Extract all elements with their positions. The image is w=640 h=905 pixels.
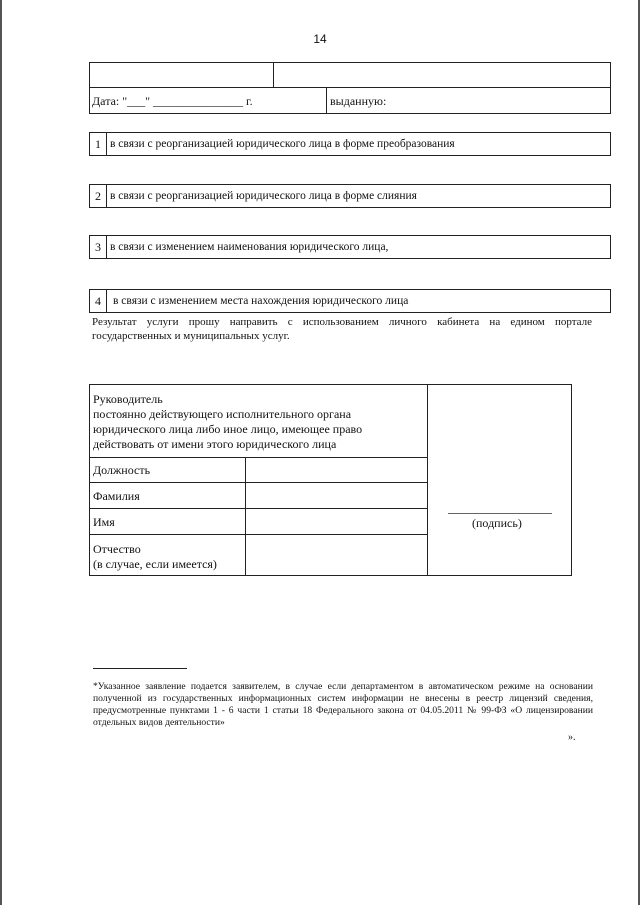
head-title-line: постоянно действующего исполнительного органа bbox=[93, 407, 352, 421]
table-divider bbox=[326, 87, 327, 113]
option-row-1[interactable] bbox=[89, 132, 611, 156]
name-field[interactable] bbox=[246, 509, 427, 534]
footnote-separator bbox=[93, 668, 187, 669]
head-title-line: действовать от имени этого юридического лица bbox=[93, 437, 337, 451]
option-number: 4 bbox=[90, 290, 107, 312]
page-edge-left bbox=[0, 0, 2, 905]
table-divider bbox=[427, 385, 428, 575]
position-field[interactable] bbox=[246, 458, 427, 482]
issued-label: выданную: bbox=[330, 94, 387, 108]
option-row-3[interactable] bbox=[89, 235, 611, 259]
option-number: 1 bbox=[90, 133, 107, 155]
surname-field[interactable] bbox=[246, 483, 427, 508]
footnote-closing: ». bbox=[568, 732, 576, 743]
table-divider bbox=[273, 63, 274, 87]
option-text: в связи с изменением места нахождения юридического лица bbox=[113, 295, 409, 307]
surname-label: Фамилия bbox=[93, 489, 140, 503]
patronymic-label: Отчество bbox=[93, 542, 141, 556]
option-number: 2 bbox=[90, 185, 107, 207]
head-title-line: юридического лица либо иное лицо, имеющее право bbox=[93, 422, 363, 436]
signature-label: (подпись) bbox=[472, 516, 522, 530]
signature-line[interactable] bbox=[448, 513, 552, 514]
option-text: в связи с изменением наименования юридического лица, bbox=[110, 241, 389, 253]
result-delivery-text: Результат услуги прошу направить с использованием личного кабинета на едином портале государственных и муниципальных услуг. bbox=[92, 316, 592, 342]
table-divider bbox=[90, 87, 610, 88]
option-row-4[interactable] bbox=[89, 289, 611, 313]
patronymic-field[interactable] bbox=[246, 535, 427, 575]
footnote-text: *Указанное заявление подается заявителем, в случае если департаментом в автоматическом режиме на основании полученной из государственных информационных систем информации не внесены в реестр лицензий сведения, предусмотренные пунктами 1 - 6 части 1 статьи 18 Федерального закона от 04.05.2011 № 99-ФЗ «О лицензировании отдельных видов деятельности» bbox=[93, 681, 593, 728]
date-field[interactable]: Дата: "___" _______________ г. bbox=[92, 94, 253, 108]
position-label: Должность bbox=[93, 463, 151, 477]
option-row-2[interactable] bbox=[89, 184, 611, 208]
option-text: в связи с реорганизацией юридического лица в форме преобразования bbox=[110, 138, 455, 150]
patronymic-note: (в случае, если имеется) bbox=[93, 557, 217, 571]
name-label: Имя bbox=[93, 515, 115, 529]
option-text: в связи с реорганизацией юридического лица в форме слияния bbox=[110, 190, 417, 202]
head-title-line: Руководитель bbox=[93, 392, 163, 406]
option-number: 3 bbox=[90, 236, 107, 258]
date-issue-table bbox=[89, 62, 611, 114]
signature-table bbox=[89, 384, 572, 576]
page-number: 14 bbox=[313, 32, 327, 46]
